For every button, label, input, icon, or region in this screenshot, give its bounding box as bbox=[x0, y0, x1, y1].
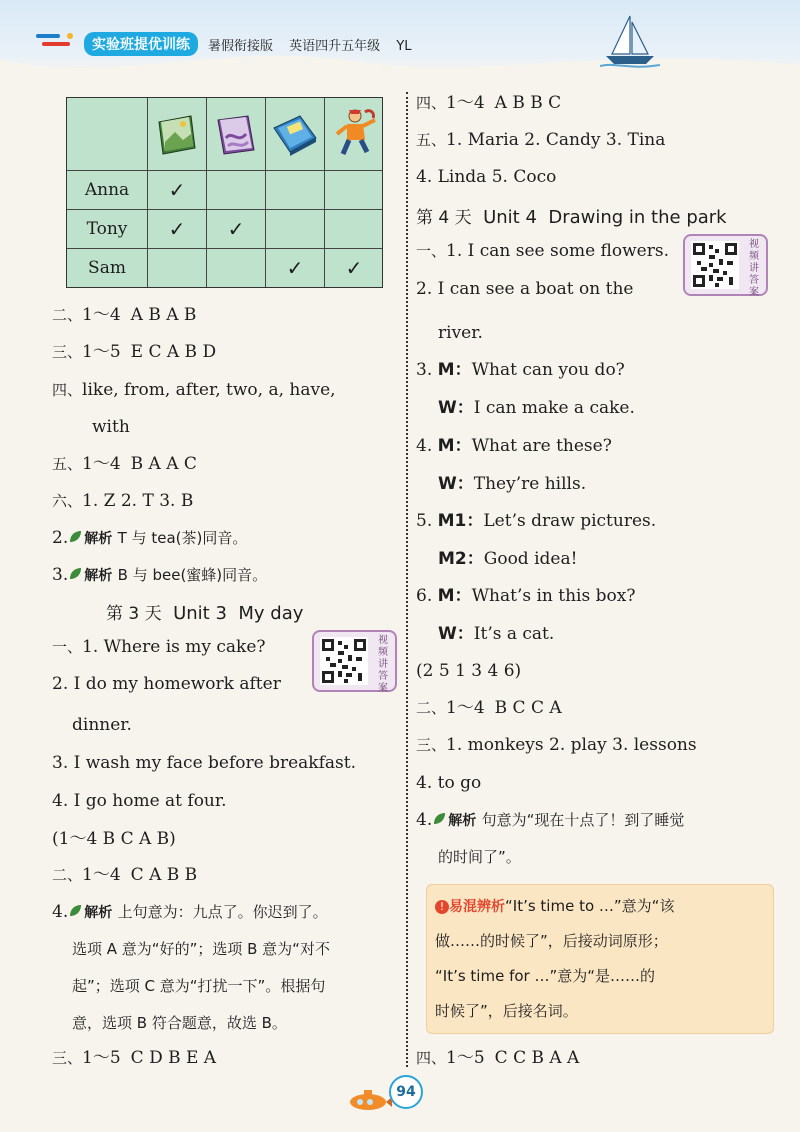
leaf-icon bbox=[68, 904, 82, 918]
column-divider bbox=[406, 92, 408, 1067]
dialogue-line: 6. M：What’s in this box? bbox=[416, 586, 636, 606]
answer-line: river. bbox=[438, 323, 483, 343]
qr-code-icon bbox=[691, 241, 739, 289]
qr-label: 视频讲答案 bbox=[378, 635, 388, 694]
analysis-text: 起”；选项 C 意为“打扰一下”。根据句 bbox=[72, 977, 326, 995]
analysis-text: 选项 A 意为“好的”；选项 B 意为“对不 bbox=[72, 940, 330, 958]
preference-table bbox=[66, 97, 383, 288]
answer-line: 五、1～4 B A A C bbox=[52, 454, 197, 474]
row-name-anna: Anna bbox=[84, 180, 130, 200]
video-answer-qr[interactable] bbox=[683, 234, 768, 296]
exclamation-icon: ! bbox=[435, 900, 449, 914]
answer-line: 2. I can see a boat on the bbox=[416, 279, 634, 299]
check-mark: ✓ bbox=[345, 256, 363, 280]
analysis-note: 4. 解析 上句意为：九点了。你迟到了。 bbox=[52, 902, 328, 922]
answer-line: 三、1～5 C D B E A bbox=[52, 1048, 217, 1068]
answer-line: 三、1～5 E C A B D bbox=[52, 342, 217, 362]
check-mark: ✓ bbox=[168, 178, 186, 202]
check-mark: ✓ bbox=[227, 217, 245, 241]
check-mark: ✓ bbox=[286, 256, 304, 280]
row-name-tony: Tony bbox=[86, 219, 128, 239]
answer-line: 一、1. I can see some flowers. bbox=[416, 241, 669, 261]
leaf-icon bbox=[432, 812, 446, 826]
answer-line: with bbox=[92, 417, 130, 437]
leaf-icon bbox=[68, 567, 82, 581]
answer-line: dinner. bbox=[72, 715, 132, 735]
page-header bbox=[0, 0, 800, 78]
tip-line: ! 易混辨析“It’s time to …”意为“该 bbox=[435, 895, 674, 918]
answer-line: 六、1. Z 2. T 3. B bbox=[52, 491, 194, 511]
answer-line: 2. I do my homework after bbox=[52, 674, 281, 694]
sailboat-icon bbox=[600, 12, 660, 70]
edition-label: 暑假衔接版 bbox=[208, 39, 274, 54]
answer-line: (1～4 B C A B) bbox=[52, 829, 176, 849]
submarine-icon bbox=[346, 1088, 392, 1112]
sports-kid-icon bbox=[329, 106, 379, 162]
analysis-text: 的时间了”。 bbox=[438, 848, 521, 866]
tip-line: 时候了”，后接名词。 bbox=[435, 1002, 578, 1020]
analysis-text: 意，选项 B 符合题意，故选 B。 bbox=[72, 1014, 287, 1032]
answer-line: 四、1～4 A B B C bbox=[416, 93, 562, 113]
series-logo-icon bbox=[34, 30, 76, 52]
leaf-icon bbox=[68, 530, 82, 544]
answer-line: (2 5 1 3 4 6) bbox=[416, 661, 522, 681]
subject-label: 英语四升五年级 bbox=[289, 39, 381, 54]
answer-line: 二、1～4 A B A B bbox=[52, 305, 197, 325]
dialogue-line: 3. M：What can you do? bbox=[416, 360, 625, 380]
check-mark: ✓ bbox=[168, 217, 186, 241]
answer-line: 二、1～4 B C C A bbox=[416, 698, 562, 718]
brand-title: 实验班提优训练 bbox=[84, 32, 198, 56]
tip-line: “It’s time for …”意为“是……的 bbox=[435, 967, 656, 985]
answer-line: 4. to go bbox=[416, 773, 482, 793]
analysis-note: 2. 解析 T 与 tea(茶)同音。 bbox=[52, 528, 248, 548]
answer-line: 三、1. monkeys 2. play 3. lessons bbox=[416, 735, 697, 755]
version-label: YL bbox=[396, 39, 412, 54]
answer-line: 四、like, from, after, two, a, have, bbox=[52, 380, 336, 400]
art-book-icon bbox=[212, 108, 260, 160]
day-4-title: 第 4 天 Unit 4 Drawing in the park bbox=[416, 207, 727, 228]
page-number: 94 bbox=[389, 1075, 423, 1109]
answer-line: 二、1～4 C A B B bbox=[52, 865, 198, 885]
analysis-note: 4. 解析 句意为“现在十点了！到了睡觉 bbox=[416, 810, 685, 830]
table-rule bbox=[206, 98, 207, 287]
math-book-icon bbox=[270, 108, 320, 160]
answer-line: 4. I go home at four. bbox=[52, 791, 227, 811]
answer-line: 4. Linda 5. Coco bbox=[416, 167, 557, 187]
answer-line: 五、1. Maria 2. Candy 3. Tina bbox=[416, 130, 666, 150]
analysis-note: 3. 解析 B 与 bee(蜜蜂)同音。 bbox=[52, 565, 268, 585]
dialogue-line: W：It’s a cat. bbox=[438, 624, 555, 644]
video-answer-qr[interactable] bbox=[312, 630, 397, 692]
dialogue-line: W：They’re hills. bbox=[438, 474, 587, 494]
edition-info bbox=[208, 35, 424, 54]
answer-line: 四、1～5 C C B A A bbox=[416, 1048, 580, 1068]
dialogue-line: W：I can make a cake. bbox=[438, 398, 635, 418]
day-3-title: 第 3 天 Unit 3 My day bbox=[106, 603, 304, 624]
qr-code-icon bbox=[320, 637, 368, 685]
row-name-sam: Sam bbox=[88, 258, 126, 278]
qr-label: 视频讲答案 bbox=[749, 239, 759, 298]
answer-line: 一、1. Where is my cake? bbox=[52, 637, 266, 657]
confusion-tip-box bbox=[426, 884, 774, 1034]
answer-line: 3. I wash my face before breakfast. bbox=[52, 753, 356, 773]
dialogue-line: M2：Good idea! bbox=[438, 549, 578, 569]
dialogue-line: 4. M：What are these? bbox=[416, 436, 612, 456]
tip-line: 做……的时候了”，后接动词原形； bbox=[435, 932, 668, 950]
dialogue-line: 5. M1：Let’s draw pictures. bbox=[416, 511, 657, 531]
music-book-icon bbox=[153, 108, 201, 160]
